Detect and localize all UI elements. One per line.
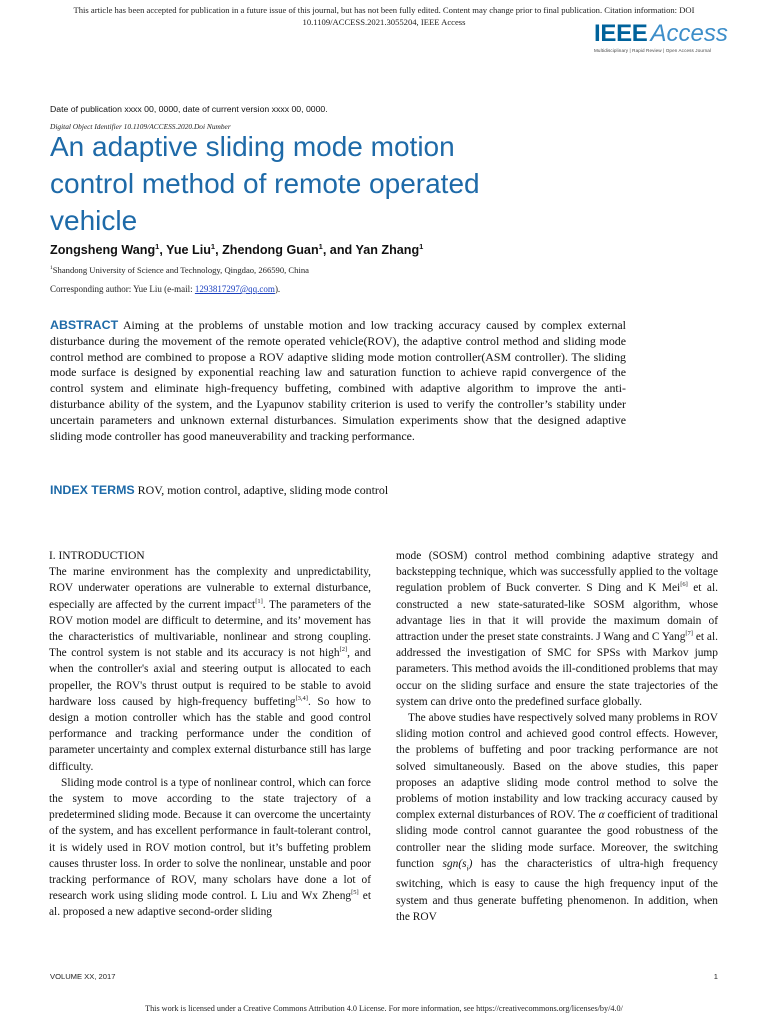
doi-identifier: Digital Object Identifier 10.1109/ACCESS.2020.Doi Number	[50, 122, 231, 131]
email-link[interactable]: 1293817297@qq.com	[194, 284, 275, 294]
affiliation-text: Shandong University of Science and Technology, Qingdao, 266590, China	[52, 265, 309, 275]
index-terms-label: INDEX TERMS	[50, 483, 135, 497]
body-text: , and when the controller's axial and steering output is allocated to each propeller, the ROV's thrust output is required to be stable to avoid hardware loss caused by high-frequency buffeting	[49, 647, 371, 708]
body-paragraph	[396, 710, 718, 925]
brand-tagline: Multidisciplinary | Rapid Review | Open Access Journal	[594, 48, 712, 53]
abstract-label: ABSTRACT	[50, 318, 119, 332]
index-terms	[50, 483, 626, 498]
body-column-left	[49, 548, 371, 921]
body-text: coefficient of traditional sliding mode control cannot guarantee the good robustness of the controller near the sliding mode surface. Moreover, the switching function	[396, 809, 718, 870]
section-heading: I. INTRODUCTION	[49, 550, 145, 562]
volume-label: VOLUME XX, 2017	[50, 972, 116, 981]
sgn-function-name: sgn(s	[442, 857, 467, 870]
ieee-access-logo	[594, 20, 728, 53]
body-text: Sliding mode control is a type of nonlinear control, which can force the system to move according to the state trajectory of a predetermined sliding mode. Because it can overcome the uncertainty of the system, and has excellent performance in fault-tolerant control, it is widely used in ROV motion control, but it’s buffeting problem causes thruster loss. In order to solve the nonlinear, unstable and poor tracking performance of ROV, many scholars have done a lot of research work using sliding mode control. L Liu and Wx Zheng	[49, 776, 371, 903]
author-affiliation-mark: 1	[419, 242, 424, 251]
paper-title	[50, 128, 610, 239]
body-text: The above studies have respectively solved many problems in ROV sliding motion control and achieved good control effects. However, the problems of buffeting and poor tracking performance are not solved simultaneously. Based on the above studies, this paper proposes an adaptive sliding mode control method to solve the problems of motion instability and low tracking accuracy caused by complex external disturbances of ROV. The	[396, 712, 718, 822]
title-line-3: vehicle	[50, 205, 138, 236]
body-text: has the characteristics of ultra-high frequency switching, which is easy to cause the high frequency input of the system and thus generate buffeting phenomenon. In addition, when the ROV	[396, 857, 718, 923]
citation-mark: [6]	[680, 581, 688, 589]
body-text: The marine environment has the complexity and unpredictability, ROV underwater operations are vulnerable to external disturbance, especially are affected by the current impact	[49, 566, 371, 611]
alpha-symbol: α	[598, 809, 605, 822]
citation-mark: [2]	[339, 646, 348, 654]
body-text: et al. addressed the investigation of SMC for SPSs with Markov jump parameters. This method avoids the ill-conditioned problems that may occur on the sliding surface and ensure the state trajectories of the system can drive onto the predefined surface globally.	[396, 631, 718, 708]
author-affiliation-mark: 1	[318, 242, 323, 251]
citation-mark: [7]	[685, 630, 693, 638]
author-name: Zhendong Guan	[222, 243, 319, 258]
author-name: Zongsheng Wang	[50, 243, 156, 258]
abstract	[50, 318, 626, 444]
page-number: 1	[713, 972, 718, 981]
corresponding-prefix: Corresponding author: Yue Liu (e-mail:	[50, 284, 195, 294]
brand-access: Access	[650, 20, 728, 47]
sgn-function	[442, 857, 473, 873]
body-text: et al. proposed a new adaptive second-order sliding	[49, 890, 371, 919]
title-line-1: An adaptive sliding mode motion	[50, 131, 455, 162]
citation-mark: [1]	[255, 597, 263, 605]
body-column-right	[396, 548, 718, 925]
corresponding-author	[50, 284, 280, 294]
body-text: et al. constructed a new state-saturated-like SOSM algorithm, whose advantage lies in that it will provide the maximum domain of attraction under the preset state constraints. J Wang and C Yang	[396, 582, 718, 644]
author-separator: ,	[159, 243, 167, 258]
ieee-access-wordmark	[594, 20, 728, 47]
citation-mark: [3,4]	[295, 695, 308, 703]
license-notice: This work is licensed under a Creative Commons Attribution 4.0 License. For more information, see https://creativecommons.org/licenses/by/4.0/	[145, 1004, 623, 1013]
author-separator: ,	[215, 243, 223, 258]
author-separator: , and	[322, 243, 356, 258]
publication-date: Date of publication xxxx 00, 0000, date of current version xxxx 00, 0000.	[50, 104, 328, 114]
acceptance-notice-line1: This article has been accepted for publication in a future issue of this journal, but has not been fully edited. Content may change prior to final publication. Citation information: DOI	[73, 5, 695, 15]
index-terms-text: ROV, motion control, adaptive, sliding mode control	[137, 483, 389, 497]
body-text: . The parameters of the ROV motion model are difficult to determine, and its’ movement has the characteristics of multivariable, nonlinear and strong coupling. The control system is not stable and its accuracy is not high	[49, 598, 371, 660]
affiliation-mark: 1	[50, 265, 53, 272]
title-line-2: control method of remote operated	[50, 168, 480, 199]
body-paragraph	[49, 775, 371, 921]
acceptance-notice-line2: 10.1109/ACCESS.2021.3055204, IEEE Access	[302, 17, 466, 27]
corresponding-suffix: ).	[274, 284, 281, 294]
brand-ieee: IEEE	[594, 20, 648, 47]
abstract-text: Aiming at the problems of unstable motion and low tracking accuracy caused by complex external disturbance during the movement of the remote operated vehicle(ROV), the adaptive control method and sliding mode control method are combined to propose a ROV adaptive sliding mode motion controller(ASM controller). The sliding mode surface is designed by exponential reaching law and saturation function to achieve rapid convergence of the control system and eliminate high-frequency buffeting, combined with adaptive algorithm to improve the anti-disturbance ability of the system, and the Lyapunov stability criterion is used to verify the controller’s stability under uncertain parameters and unknown external disturbances. Simulation experiments show that the designed adaptive sliding mode controller has good maneuverability and tracking performance.	[50, 318, 626, 443]
body-text: . So how to design a motion controller which has the stable and good control performance and tracking performance under the condition of parameter uncertainty and complex external disturbance still has large difficulty.	[49, 695, 372, 773]
sgn-subscript: i	[466, 864, 469, 873]
author-name: Yan Zhang	[355, 243, 420, 258]
author-name: Yue Liu	[166, 243, 211, 258]
author-affiliation-mark: 1	[210, 242, 216, 251]
body-text: mode (SOSM) control method combining adaptive strategy and backstepping technique, which was successfully applied to the voltage regulation problem of Buck converter. S Ding and K Mei	[396, 550, 718, 595]
sgn-close-paren: )	[468, 857, 473, 870]
body-paragraph	[396, 548, 718, 710]
citation-mark: [5]	[351, 889, 359, 897]
author-affiliation-mark: 1	[155, 242, 160, 251]
author-list	[50, 242, 423, 257]
affiliation	[50, 265, 309, 275]
body-paragraph	[49, 564, 371, 775]
